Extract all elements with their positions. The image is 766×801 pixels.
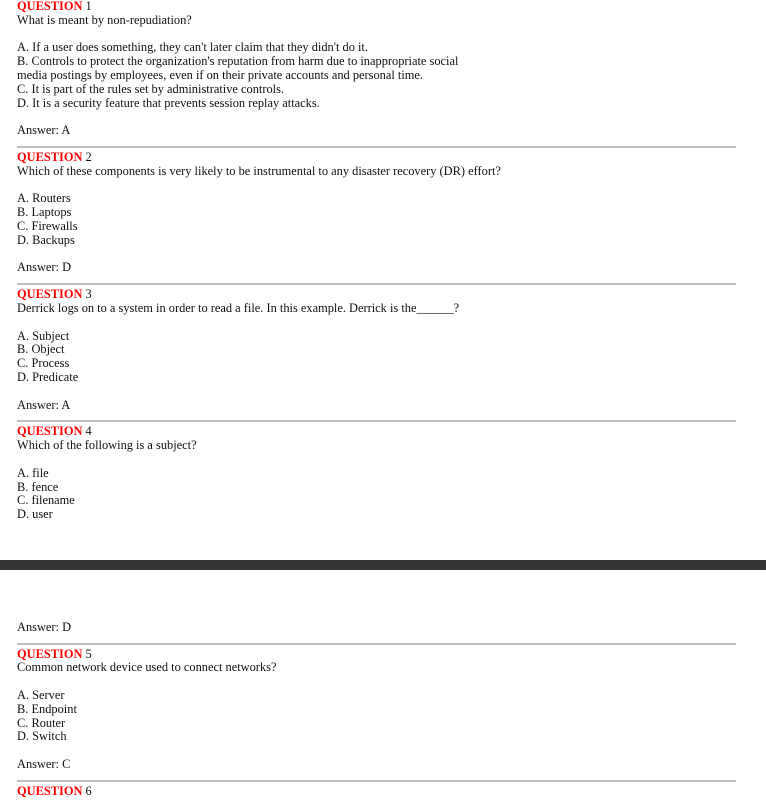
question-text: Derrick logs on to a system in order to read a file. In this example. Derrick is the______? [17,300,460,315]
question-heading [17,0,736,14]
spacer [17,179,736,193]
answer-label: Answer: [17,260,59,275]
answer-option: B. fence [17,479,59,494]
question-heading [17,648,736,662]
spacer [17,110,736,124]
question-heading [17,288,736,302]
answer-line [17,621,736,635]
question-label: QUESTION [17,149,83,164]
spacer [17,675,736,689]
spacer [17,316,736,330]
question-heading [17,785,736,799]
separator [17,780,736,782]
separator [17,146,736,148]
answer-option: C. It is part of the rules set by administrative controls. [17,81,285,96]
answer-option: D. user [17,507,53,522]
question-number: 3 [85,287,92,302]
answer-option: A. Server [17,688,65,703]
question-text: What is meant by non-repudiation? [17,12,192,27]
question-text: Common network device used to connect networks? [17,660,277,675]
answer-option: A. If a user does something, they can't later claim that they didn't do it. [17,40,368,55]
question-block-6 [17,785,736,799]
question-number: 2 [85,149,92,164]
question-text: Which of the following is a subject? [17,438,197,453]
question-label: QUESTION [17,424,83,439]
spacer [17,28,736,42]
answer-option: C. Router [17,715,66,730]
question-label: QUESTION [17,646,83,661]
answer-label: Answer: [17,619,59,634]
answer-line [17,124,736,138]
answer-line [17,399,736,413]
question-heading [17,151,736,165]
separator [17,420,736,422]
spacer [17,385,736,399]
answer-value: A [61,397,71,412]
separator [17,643,736,645]
answer-option: B. Laptops [17,205,72,220]
page-break-spacer [17,522,736,560]
question-number: 6 [85,783,92,798]
answer-label: Answer: [17,397,59,412]
question-block-2 [17,151,736,285]
answer-option: D. Switch [17,729,67,744]
answer-option: D. It is a security feature that prevents session replay attacks. [17,95,320,110]
answer-option: B. Controls to protect the organization's reputation from harm due to inappropriate social media postings by employees, even if on their private accounts and personal time. [17,54,459,82]
question-text: Which of these components is very likely to be instrumental to any disaster recovery (DR) effort? [17,163,501,178]
question-number: 4 [85,424,92,439]
answer-value: A [61,123,71,138]
page-break-spacer [17,570,736,621]
answer-option: B. Endpoint [17,701,77,716]
answer-label: Answer: [17,123,59,138]
answer-option: C. Process [17,356,70,371]
answer-option: B. Object [17,342,65,357]
answer-line [17,758,736,772]
answer-value: C [62,757,71,772]
spacer [17,248,736,262]
separator [17,283,736,285]
answer-line [17,261,736,275]
question-block-3 [17,288,736,422]
answer-option: C. Firewalls [17,218,78,233]
answer-option: D. Predicate [17,369,79,384]
question-label: QUESTION [17,783,83,798]
page-break-bar [0,560,766,570]
question-number: 5 [85,646,92,661]
question-number: 1 [85,0,92,13]
question-heading [17,425,736,439]
question-block-4 [17,425,736,644]
question-block-5 [17,648,736,782]
question-label: QUESTION [17,0,83,13]
answer-value: D [62,260,72,275]
question-block-1 [17,0,736,148]
spacer [17,744,736,758]
answer-option: A. file [17,465,49,480]
answer-label: Answer: [17,757,59,772]
answer-option: A. Subject [17,328,70,343]
spacer [17,453,736,467]
answer-option: C. filename [17,493,75,508]
answer-value: D [62,619,72,634]
answer-option: A. Routers [17,191,71,206]
answer-option: D. Backups [17,232,75,247]
question-label: QUESTION [17,287,83,302]
